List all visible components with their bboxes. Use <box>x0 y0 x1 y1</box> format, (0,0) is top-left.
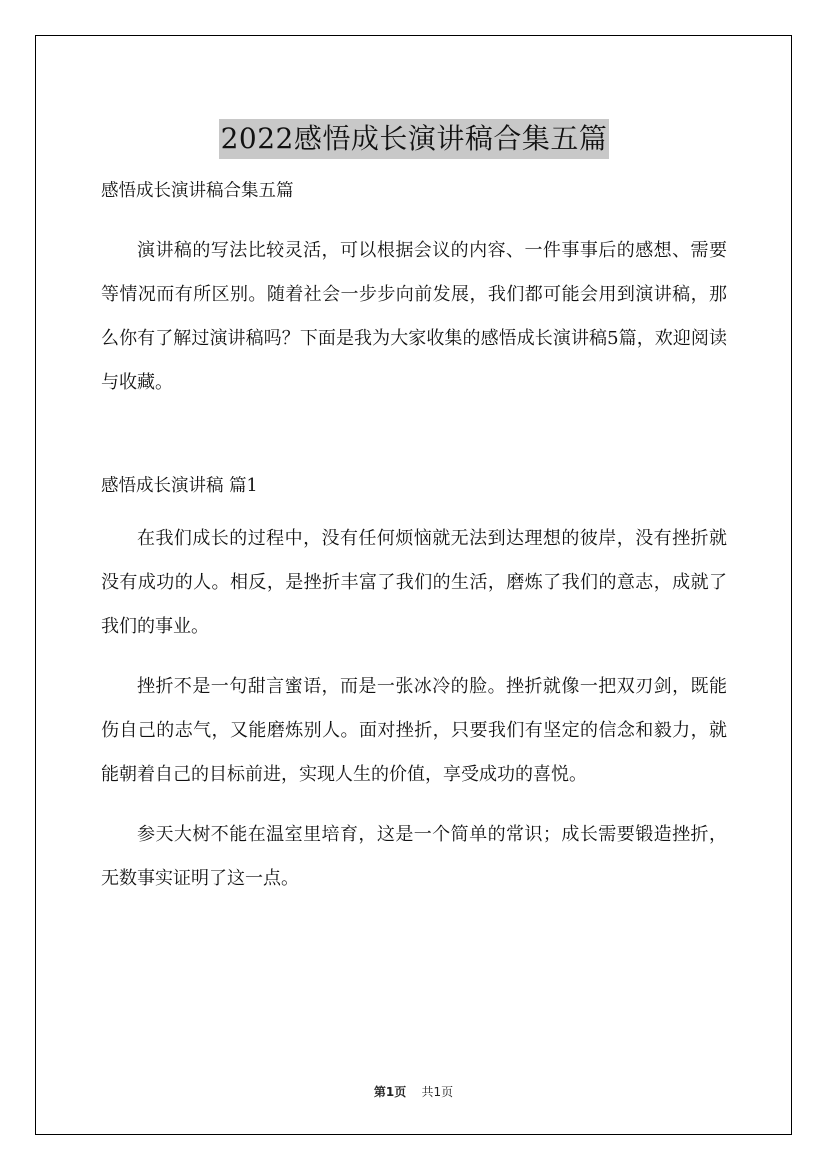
body-paragraph: 参天大树不能在温室里培育，这是一个简单的常识；成长需要锻造挫折，无数事实证明了这一点。 <box>101 824 727 889</box>
body-paragraph: 挫折不是一句甜言蜜语，而是一张冰冷的脸。挫折就像一把双刃剑，既能伤自己的志气，又能磨炼别人。面对挫折，只要我们有坚定的信念和毅力，就能朝着自己的目标前进，实现人生的价值，享受成功的喜悦。 <box>101 676 727 785</box>
page-number: 第1页 <box>373 1085 407 1099</box>
body-paragraph: 在我们成长的过程中，没有任何烦恼就无法到达理想的彼岸，没有挫折就没有成功的人。相反，是挫折丰富了我们的生活，磨炼了我们的意志，成就了我们的事业。 <box>101 528 727 637</box>
document-subtitle: 感悟成长演讲稿合集五篇 <box>101 181 294 201</box>
document-body <box>101 100 727 901</box>
title-container <box>101 100 727 155</box>
total-pages: 共1页 <box>421 1085 454 1099</box>
intro-paragraph: 演讲稿的写法比较灵活，可以根据会议的内容、一件事事后的感想、需要等情况而有所区别。随着社会一步步向前发展，我们都可能会用到演讲稿，那么你有了解过演讲稿吗？下面是我为大家收集的感悟成长演讲稿5篇，欢迎阅读与收藏。 <box>101 240 727 393</box>
page-footer <box>0 1083 827 1101</box>
section-heading: 感悟成长演讲稿 篇1 <box>101 476 258 496</box>
document-title: 2022感悟成长演讲稿合集五篇 <box>219 119 610 159</box>
